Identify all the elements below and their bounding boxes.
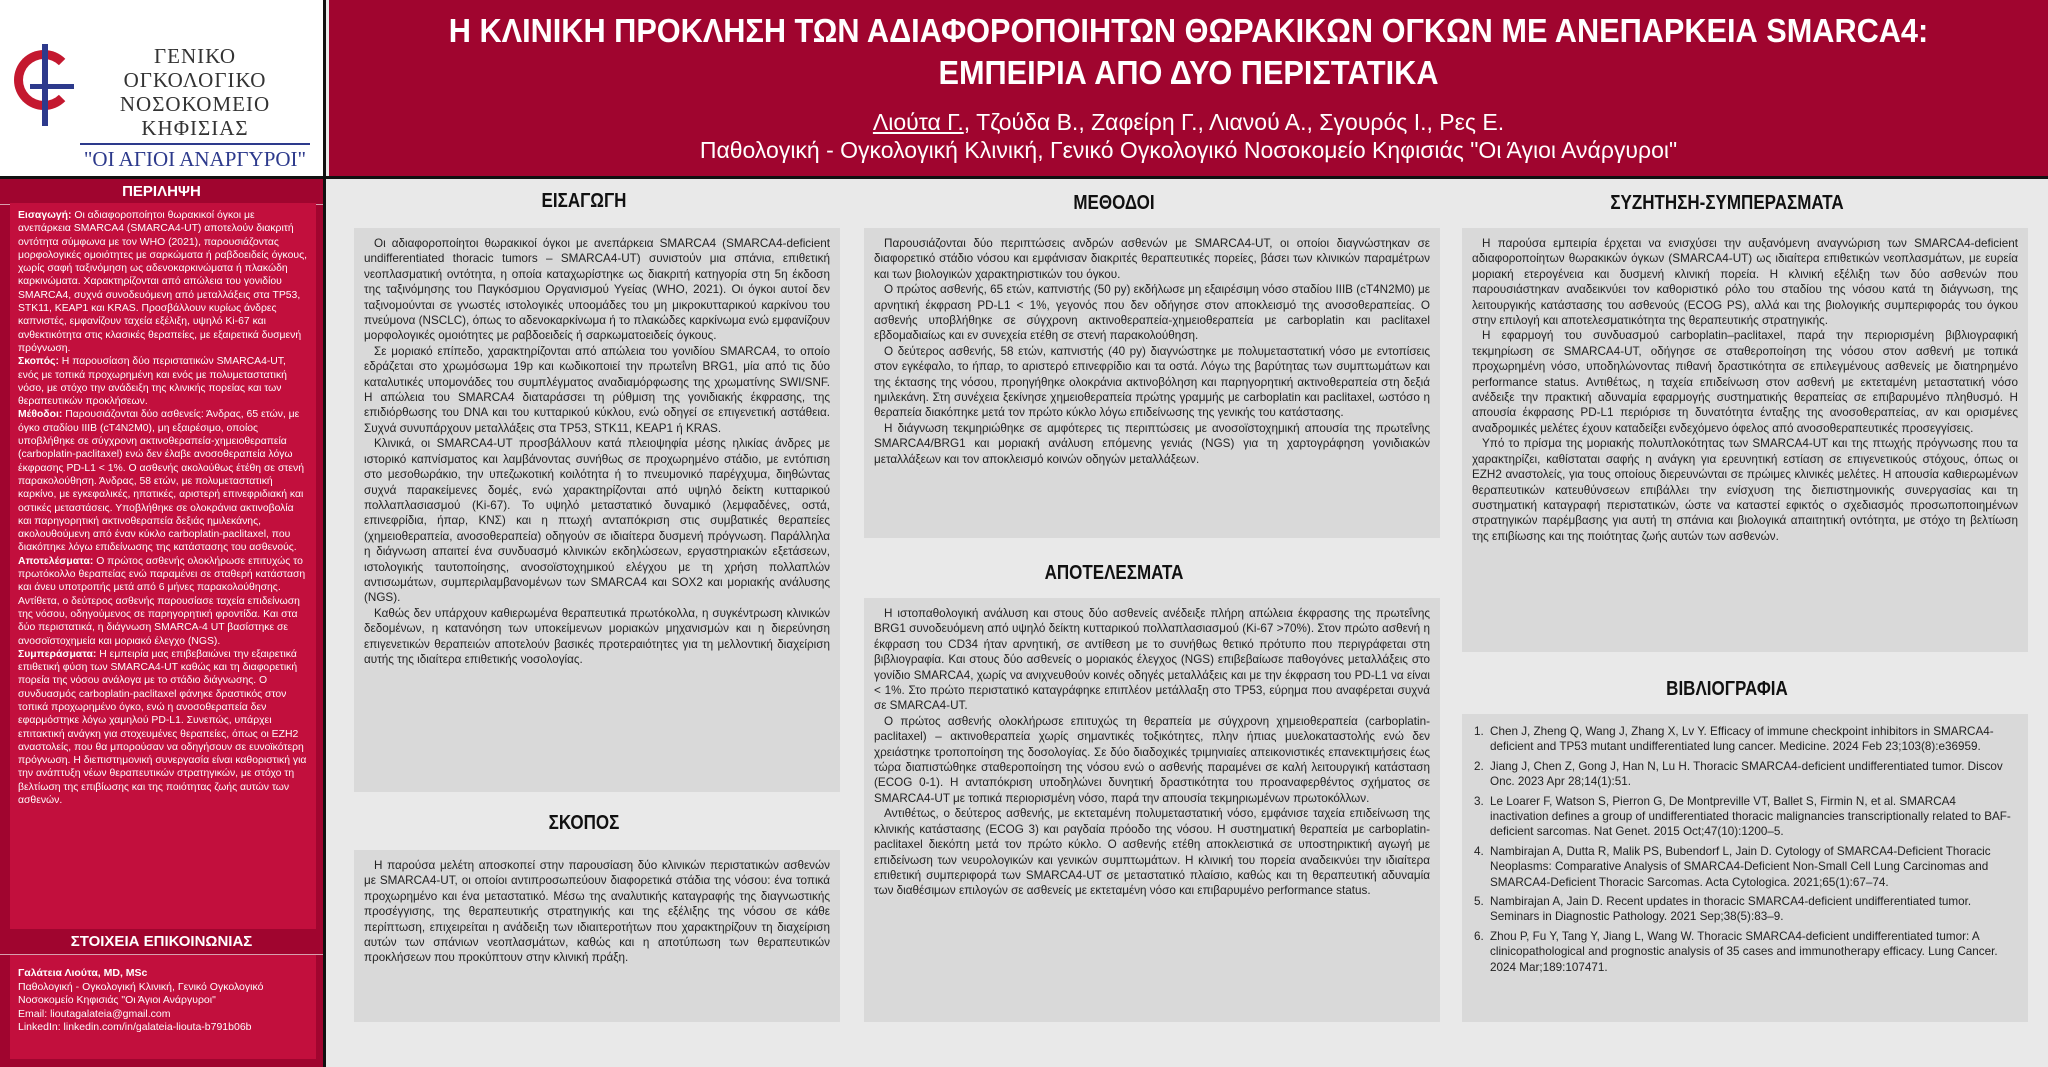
logo-panel bbox=[0, 0, 326, 176]
discussion-paragraph: Η εφαρμογή του συνδυασμού carboplatin–paclitaxel, παρά την περιορισμένη βιβλιογραφική τεκμηρίωση σε SMARCA4-UT, οδήγησε σε σταθεροποίηση της νόσου στον ασθενή με τοπικά προχωρημένη νόσο, υποδηλώνοντας πιθανή δραστικότητα σε επιλεγμένους ασθενείς με διατηρημένο performance status. Αντιθέτως, η ταχεία επιδείνωση στον ασθενή με εκτεταμένη μεταστατική νόσο ανέδειξε την πρακτική αδυναμία εφαρμογής συστηματικής θεραπείας σε επιβαρυμένο πληθυσμό. Η απουσία έκφρασης PD-L1 περιόρισε τη δυνατότητα ένταξης της ανοσοθεραπείας, αν και ορισμένες αναδρομικές μελέτες έχουν καταδείξει ενδεχόμενο όφελος από ανοσοθεραπευτικές προσεγγίσεις. bbox=[1472, 329, 2018, 435]
reference-item bbox=[1474, 759, 2016, 790]
logo-line-3: "ΟΙ ΑΓΙΟΙ ΑΝΑΡΓΥΡΟΙ" bbox=[80, 143, 310, 171]
summary-item bbox=[18, 408, 308, 554]
reference-number: 4. bbox=[1474, 844, 1484, 858]
reference-number: 5. bbox=[1474, 895, 1484, 909]
contact-email[interactable]: Email: lioutagalateia@gmail.com bbox=[18, 1007, 171, 1020]
logo-line-1: ΓΕΝΙΚΟ ΟΓΚΟΛΟΓΙΚΟ bbox=[123, 44, 267, 92]
intro-title: ΕΙΣΑΓΩΓΗ bbox=[541, 190, 627, 212]
sidebar bbox=[0, 179, 326, 1067]
contact-linkedin[interactable]: LinkedIn: linkedin.com/in/galateia-liouta-b791b06b bbox=[18, 1021, 252, 1033]
aim-title: ΣΚΟΠΟΣ bbox=[548, 812, 620, 834]
reference-number: 2. bbox=[1474, 759, 1484, 773]
contact-title: ΣΤΟΙΧΕΙΑ ΕΠΙΚΟΙΝΩΝΙΑΣ bbox=[0, 929, 323, 955]
other-authors: , Τζούδα Β., Ζαφείρη Γ., Λιανού Α., Σγουρός Ι., Ρες Ε. bbox=[963, 109, 1505, 135]
reference-text: Jiang J, Chen Z, Gong J, Han N, Lu H. Thoracic SMARCA4-deficient undifferentiated tumor. Discov Onc. 2023 Apr 28;14(1):51. bbox=[1490, 759, 2003, 789]
summary-box bbox=[10, 203, 316, 929]
reference-text: Zhou P, Fu Y, Tang Y, Jiang L, Wang W. Thoracic SMARCA4-deficient undifferentiated tumor: A clinicopathological and prognostic analysis of 35 cases and immunotherapy efficacy. Lung Cancer. 2024 Mar;189:107471. bbox=[1490, 929, 1998, 974]
contact-name: Γαλάτεια Λιούτα, MD, MSc bbox=[18, 967, 148, 979]
results-box bbox=[864, 598, 1440, 1022]
summary-item bbox=[18, 555, 308, 648]
discussion-paragraph: Η παρούσα εμπειρία έρχεται να ενισχύσει την αυξανόμενη αναγνώριση των SMARCA4-deficient αδιαφοροποίητων θωρακικών όγκων (SMARCA4-UT) ως ιδιαίτερα επιθετικών νεοπλασμάτων, με ευρεία μοριακή ετερογένεια και δυσμενή κλινική πορεία. Η κλινική εξέλιξη των δύο ασθενών που παρουσιάστηκαν αναδεικνύει τον καθοριστικό ρόλο του σταδίου της νόσου κατά τη διάγνωση, της λειτουργικής κατάστασης του ασθενούς (ECOG PS), αλλά και της βιολογικής συμπεριφοράς του όγκου στην επιλογή και αποτελεσματικότητα της θεραπευτικής στρατηγικής. bbox=[1472, 237, 2018, 328]
methods-box bbox=[864, 228, 1440, 538]
methods-paragraph: Παρουσιάζονται δύο περιπτώσεις ανδρών ασθενών με SMARCA4-UT, οι οποίοι διαγνώστηκαν σε διαφορετικό στάδιο νόσου και εμφάνισαν διακριτές θεραπευτικές πορείες, βάσει των κλινικών παραμέτρων και των βιολογικών χαρακτηριστικών του όγκου. bbox=[874, 237, 1430, 281]
authors bbox=[329, 108, 2048, 136]
summary-text: Παρουσιάζονται δύο ασθενείς: Άνδρας, 65 ετών, με όγκο σταδίου ΙΙΙΒ (cT4N2M0), μη εξαιρέσιμο, οποίος υποβλήθηκε σε σύγχρονη ακτινοθεραπεία-χημειοθεραπεία (carboplatin-paclitaxel) ενώ δεν έλαβε ανοσοθεραπεία λόγω έκφρασης PD-L1 < 1%. Ο ασθενής ακολούθως έτέθη σε στενή παρακολούθηση. Άνδρας, 58 ετών, με πολυμεταστατική καρκίνο, με εγκεφαλικές, ηπατικές, αριστερή επινεφριδιακή και οστικές μεταστάσεις. Υποβλήθηκε σε ολοκράνια ακτινοβολία και παρηγορητική ακτινοθεραπεία δεξιάς ημιλεκάνης, ακολουθούμενη από έναν κύκλο carboplatin-paclitaxel, που διακόπηκε λόγω επιδείνωσης της κατάστασης του ασθενούς. bbox=[18, 409, 305, 554]
methods-paragraph: Η διάγνωση τεκμηριώθηκε σε αμφότερες τις περιπτώσεις με ανοσοϊστοχημική απουσία της πρωτεΐνης SMARCA4/BRG1 και μοριακή ανάλυση επόμενης γενιάς (NGS) για τη χαρτογράφηση γονιδιακών μεταλλάξεων και τον αποκλεισμό κοινών οδηγών μεταλλάξεων. bbox=[874, 421, 1430, 466]
contact-box bbox=[10, 955, 316, 1059]
logo-line-2: ΝΟΣΟΚΟΜΕΙΟ ΚΗΦΙΣΙΑΣ bbox=[119, 92, 271, 140]
title-line-2: ΕΜΠΕΙΡΙΑ ΑΠΟ ΔΥΟ ΠΕΡΙΣΤΑΤΙΚΑ bbox=[938, 54, 1439, 91]
hospital-logo bbox=[10, 40, 307, 171]
hospital-logo-icon bbox=[10, 44, 80, 124]
affiliation: Παθολογική - Ογκολογική Κλινική, Γενικό Ογκολογικό Νοσοκομείο Κηφισιάς "Οι Άγιοι Ανάργυροι" bbox=[699, 137, 1678, 163]
summary-item bbox=[18, 648, 308, 808]
results-paragraph: Η ιστοπαθολογική ανάλυση και στους δύο ασθενείς ανέδειξε πλήρη απώλεια έκφρασης της πρωτεΐνης BRG1 συνοδευόμενη από υψηλό δείκτη κυτταρικού πολλαπλασιασμού (Ki-67 >70%). Στον πρώτο ασθενή η έκφραση του CD34 ήταν αρνητική, σε αντίθεση με το συνήθως θετικό πρότυπο που περιγράφεται στη βιβλιογραφία. Και στους δύο ασθενείς ο μοριακός έλεγχος (NGS) επιβεβαίωσε παθογόνες μεταλλάξεις στο γονίδιο SMARCA4, χωρίς να ανιχνευθούν κοινές οδηγές μεταλλάξεις και με την έκφραση του PD-L1 να είναι < 1%. Στο πρώτο περιστατικό καταγράφηκε επιπλέον μετάλλαξη στο TP53, εύρημα που αναφέρεται συχνά σε SMARCA4-UT. bbox=[874, 607, 1430, 713]
references-title: ΒΙΒΛΙΟΓΡΑΦΙΑ bbox=[1666, 678, 1788, 700]
first-author: Λιούτα Γ. bbox=[872, 109, 964, 135]
reference-text: Chen J, Zheng Q, Wang J, Zhang X, Lv Y. Efficacy of immune checkpoint inhibitors in SMARCA4-deficient and TP53 mutant undifferentiated lung cancer. Medicine. 2024 Feb 23;103(8):e36959. bbox=[1490, 725, 1994, 754]
summary-title: ΠΕΡΙΛΗΨΗ bbox=[0, 179, 323, 205]
poster-header bbox=[329, 0, 2048, 176]
intro-paragraph: Καθώς δεν υπάρχουν καθιερωμένα θεραπευτικά πρωτόκολλα, η συγκέντρωση κλινικών δεδομένων, η κατανόηση των υποκείμενων μοριακών μηχανισμών και η διερεύνηση επιγενετικών θεραπειών αποτελούν βασικές προτεραιότητες για τη μελλοντική διαχείριση αυτής της ιδιαίτερα επιθετικής νοσολογίας. bbox=[364, 606, 830, 666]
title-line-1: Η ΚΛΙΝΙΚΗ ΠΡΟΚΛΗΣΗ ΤΩΝ ΑΔΙΑΦΟΡΟΠΟΙΗΤΩΝ ΘΩΡΑΚΙΚΩΝ ΟΓΚΩΝ ΜΕ ΑΝΕΠΑΡΚΕΙΑ SMARCA4: bbox=[448, 12, 1929, 49]
intro-paragraph: Σε μοριακό επίπεδο, χαρακτηρίζονται από απώλεια του γονιδίου SMARCA4, το οποίο εδράζεται στο χρωμόσωμα 19p και κωδικοποιεί την πρωτεΐνη BRG1, μία από τις δύο καταλυτικές υπομονάδες του συμπλέγματος αναδιαμόρφωσης της χρωματίνης SWI/SNF. Η απώλεια του SMARCA4 διαταράσσει τη ρύθμιση της γονιδιακής έκφρασης, της επιδιόρθωσης του DNA και του κυτταρικού κύκλου, ενώ οδηγεί σε επιγενετική αστάθεια. Συχνά συνυπάρχουν μεταλλάξεις στα TP53, STK11, KEAP1 ή KRAS. bbox=[364, 344, 830, 435]
summary-text: Ο πρώτος ασθενής ολοκλήρωσε επιτυχώς το πρωτόκολλο θεραπείας ενώ παραμένει σε σταθερή κατάσταση και άνευ υποτροπής μετά από 6 μήνες παρακολούθησης. Αντίθετα, ο δεύτερος ασθενής παρουσίασε ταχεία επιδείνωση της νόσου, οδηγούμενος σε παρηγορητική φροντίδα. Και στα δύο περιστατικά, η διάγνωση SMARCA-4 UT βασίστηκε σε ανοσοϊστοχημεία και μοριακό έλεγχο (NGS). bbox=[18, 555, 306, 647]
intro-paragraph: Οι αδιαφοροποίητοι θωρακικοί όγκοι με ανεπάρκεια SMARCA4 (SMARCA4-deficient undifferentiated thoracic tumors – SMARCA4-UT) συνιστούν μια σπάνια, επιθετική νεοπλασματική οντότητα, η οποία καταχωρίστηκε ως διακριτή κατηγορία στη 5η έκδοση της ταξινόμησης του Παγκόσμιου Οργανισμού Υγείας (WHO, 2021). Οι όγκοι αυτοί δεν ταξινομούνται σε γνωστές ιστολογικές υποομάδες του μη μικροκυτταρικού καρκίνου του πνεύμονα (NSCLC), όπως το αδενοκαρκίνωμα ή το πλακώδες καρκίνωμα ενώ εμφανίζουν μορφολογικές ομοιότητες με ραβδοειδείς ή σαρκωματοειδείς όγκους. bbox=[364, 237, 830, 343]
intro-box bbox=[354, 228, 840, 792]
reference-number: 6. bbox=[1474, 929, 1484, 943]
reference-item bbox=[1474, 844, 2016, 890]
reference-number: 3. bbox=[1474, 794, 1484, 808]
discussion-paragraph: Υπό το πρίσμα της μοριακής πολυπλοκότητας των SMARCA4-UT και της πτωχής πρόγνωσης που τα χαρακτηρίζει, καθίσταται σαφής η ανάγκη για ερευνητική εστίαση σε επιγενετικούς στόχους, όπως οι EZH2 αναστολείς, για τους οποίους διερευνώνται σε πρώιμες κλινικές μελέτες. Η απουσία καθιερωμένων θεραπευτικών κατευθύνσεων επιβάλλει την ενίσχυση της διεπιστημονικής συνεργασίας και τη συστηματική καταγραφή περιστατικών, ώστε να καταστεί εφικτός ο σχεδιασμός προσωποποιημένων στρατηγικών παρέμβασης για αυτή τη σπάνια και βιολογικά απαιτητική οντότητα, με στόχο τη βελτίωση της επιβίωσης και της ποιότητας ζωής αυτών των ασθενών. bbox=[1472, 437, 2018, 543]
summary-item bbox=[18, 355, 308, 408]
reference-text: Le Loarer F, Watson S, Pierron G, De Montpreville VT, Ballet S, Firmin N, et al. SMARCA4 inactivation defines a group of undifferentiated thoracic malignancies transcriptionally related to BAF-deficient sarcomas. Nat Genet. 2015 Oct;47(10):1200–5. bbox=[1490, 794, 2011, 839]
results-paragraph: Αντιθέτως, ο δεύτερος ασθενής, με εκτεταμένη πολυμεταστατική νόσο, εμφάνισε ταχεία επιδείνωση της κλινικής κατάστασης (ECOG 3) και ραγδαία πρόοδο της νόσου. Η συστηματική θεραπεία με carboplatin-paclitaxel διεκόπη μετά τον πρώτο κύκλο. Ο ασθενής ετέθη αποκλειστικά σε υποστηρικτική αγωγή με επιδείνωση των νευρολογικών και γενικών συμπτωμάτων. Η κλινική του πορεία αναδεικνύει την ιδιαίτερα επιθετική συμπεριφορά των SMARCA4-UT σε μεταστατικό πλαίσιο, καθώς και τη θεραπευτική αδυναμία των διαθέσιμων επιλογών σε ασθενείς με εκτεταμένη νόσο και επιβαρυμένο performance status. bbox=[874, 807, 1430, 898]
aim-paragraph: Η παρούσα μελέτη αποσκοπεί στην παρουσίαση δύο κλινικών περιστατικών ασθενών με SMARCA4-UT, οι οποίοι αντιπροσωπεύουν διαφορετικά στάδια της νόσου: ένα τοπικά προχωρημένο και ένα μεταστατικό. Μέσω της αναλυτικής καταγραφής της διαγνωστικής προσέγγισης, της θεραπευτικής στρατηγικής και της εξέλιξης της νόσου σε κάθε περίπτωση, επιχειρείται η ανάδειξη των ιδιαιτεροτήτων που χαρακτηρίζουν τη διαχείριση αυτών των σπάνιων νεοπλασμάτων, καθώς και η αποτύπωση των θεραπευτικών προκλήσεων που προκύπτουν στην κλινική πράξη. bbox=[364, 859, 830, 965]
discussion-box bbox=[1462, 228, 2028, 652]
intro-paragraph: Κλινικά, οι SMARCA4-UT προσβάλλουν κατά πλειοψηφία μέσης ηλικίας άνδρες με ιστορικό καπνίσματος και λαμβάνοντας συνήθως σε προχωρημένο στάδιο, με εντόπιση στο μεσοθωράκιο, την υπεζωκοτική κοιλότητα ή το πνευμονικό παρέγχυμα, διηθώντας συχνά παρακείμενες δομές, ενώ χαρακτηρίζονται από υψηλό δείκτη κυτταρικού πολλαπλασιασμού (Ki-67). Το υψηλό μεταστατικό δυναμικό (λεμφαδένες, οστά, επινεφρίδια, ήπαρ, ΚΝΣ) και η πτωχή ανταπόκριση στις συμβατικές θεραπείες (χημειοθεραπεία, ανοσοθεραπεία) οδηγούν σε ιδιαίτερα δυσμενή πρόγνωση. Παράλληλα η διάγνωση απαιτεί ένα συνδυασμό κλινικών εκδηλώσεων, εργαστηριακών εξετάσεων, ιστολογικής ταυτοποίησης, ανοσοϊστοχημικού ελέγχου με τη χρήση πολλαπλών αντισωμάτων, συμπεριλαμβανομένων των SMARCA4 και SOX2 και μοριακής ανάλυσης (NGS). bbox=[364, 437, 830, 605]
summary-text: Η παρουσίαση δύο περιστατικών SMARCA4-UT, ενός με τοπικά προχωρημένη και ενός με πολυμεταστατική νόσο, με στόχο την ανάδειξη της κλινικής πορείας και των θεραπευτικών προκλήσεων. bbox=[18, 356, 287, 408]
methods-paragraph: Ο δεύτερος ασθενής, 58 ετών, καπνιστής (40 py) διαγνώστηκε με πολυμεταστατική νόσο με εντοπίσεις στον εγκέφαλο, το ήπαρ, το αριστερό επινεφρίδιο και τα οστά. Λόγω της βαρύτητας των συμπτωμάτων και της έκτασης της νόσου, προηγήθηκε ολοκράνια ακτινοβόληση και παρηγορητική ακτινοθεραπεία στη δεξιά ημιλεκάνη. Στη συνέχεια ξεκίνησε χημειοθεραπεία πρώτης γραμμής με carboplatin και paclitaxel, ωστόσο η θεραπεία διακόπηκε μετά τον πρώτο κύκλο λόγω επιδείνωσης της γενικής του κατάστασης. bbox=[874, 344, 1430, 420]
summary-label: Σκοπός: bbox=[18, 356, 59, 368]
methods-paragraph: Ο πρώτος ασθενής, 65 ετών, καπνιστής (50 py) εκδήλωσε μη εξαιρέσιμη νόσο σταδίου ΙΙΙΒ (cT4N2M0) με αρνητική έκφραση PD-L1 < 1%, γεγονός που δεν οδήγησε στον αποκλεισμό της ανοσοθεραπείας. Ο ασθενής υποβλήθηκε σε σύγχρονη ακτινοθεραπεία-χημειοθεραπεία με carboplatin και paclitaxel εβδομαδιαίως και εν συνεχεία ετέθη σε στενή παρακολούθηση. bbox=[874, 283, 1430, 343]
summary-label: Εισαγωγή: bbox=[18, 210, 72, 221]
reference-text: Nambirajan A, Jain D. Recent updates in thoracic SMARCA4-deficient undifferentiated tumor. Seminars in Diagnostic Pathology. 2021 Sep;38(5):83–9. bbox=[1490, 895, 1972, 924]
results-title: ΑΠΟΤΕΛΕΣΜΑΤΑ bbox=[1044, 562, 1184, 584]
discussion-title: ΣΥΖΗΤΗΣΗ-ΣΥΜΠΕΡΑΣΜΑΤΑ bbox=[1610, 192, 1844, 214]
reference-item bbox=[1474, 894, 2016, 925]
aim-box bbox=[354, 850, 840, 1022]
references-box bbox=[1462, 714, 2028, 1022]
results-paragraph: Ο πρώτος ασθενής ολοκλήρωσε επιτυχώς τη θεραπεία με σύγχρονη χημειοθεραπεία (carboplatin-paclitaxel) – ακτινοθεραπεία χωρίς σημαντικές τοξικότητες, πλην ήπιας μυελοκαταστολής ενώ δεν χρειάστηκε τροποποίηση της δοσολογίας. Σε δύο διαδοχικές τριμηνιαίες απεικονιστικές επανεκτιμήσεις έως τώρα διαπιστώθηκε σταθεροποίηση της νόσου ενώ ο ασθενής παραμένει σε καλή λειτουργική κατάσταση (ECOG 0-1). Η ανταπόκριση υποδηλώνει δυνητική δραστικότητα του προαναφερθέντος σχήματος σε SMARCA4-UT με τοπικά περιορισμένη νόσο, παρά την απουσία τεκμηριωμένων πρωτοκόλλων. bbox=[874, 714, 1430, 805]
summary-label: Μέθοδοι: bbox=[18, 409, 63, 421]
summary-text: Η εμπειρία μας επιβεβαιώνει την εξαιρετικά επιθετική φύση των SMARCA4-UT καθώς και τη διαφορετική πορεία της νόσου ανάλογα με το στάδιο διάγνωσης. Ο συνδυασμός carboplatin-paclitaxel φάνηκε δραστικός στον τοπικά προχωρημένο όγκο, ενώ η ανοσοθεραπεία δεν εφαρμόστηκε λόγω χαμηλού PD-L1. Συνεπώς, υπάρχει επιτακτική ανάγκη για στοχευμένες θεραπείες, όπως οι EZH2 αναστολείς, που θα μπορούσαν να οδηγήσουν σε ευνοϊκότερη πρόγνωση. Η διεπιστημονική συνεργασία είναι καθοριστική για την ανάπτυξη νέων θεραπευτικών στρατηγικών, με στόχο τη βελτίωση της επιβίωσης και της ποιότητας ζωής αυτών των ασθενών. bbox=[18, 648, 307, 807]
reference-item bbox=[1474, 724, 2016, 755]
summary-item bbox=[18, 209, 308, 355]
summary-label: Αποτελέσματα: bbox=[18, 555, 94, 567]
reference-number: 1. bbox=[1474, 725, 1484, 738]
poster-title bbox=[389, 0, 1988, 94]
reference-item bbox=[1474, 794, 2016, 840]
reference-item bbox=[1474, 929, 2016, 975]
contact-affiliation: Παθολογική - Ογκολογική Κλινική, Γενικό Ογκολογικό Νοσοκομείο Κηφισιάς "Οι Άγιοι Ανάργυροι" bbox=[18, 980, 264, 1006]
reference-text: Nambirajan A, Dutta R, Malik PS, Bubendorf L, Jain D. Cytology of SMARCA4-Deficient Thoracic Neoplasms: Comparative Analysis of SMARCA4-Deficient Non-Small Cell Lung Carcinomas and SMARCA4-Deficient Thoracic Sarcomas. Acta Cytologica. 2021;65(1):67–74. bbox=[1490, 844, 1991, 889]
methods-title: ΜΕΘΟΔΟΙ bbox=[1073, 192, 1155, 214]
references-list bbox=[1474, 724, 2016, 975]
summary-label: Συμπεράσματα: bbox=[18, 648, 97, 660]
summary-text: Οι αδιαφοροποίητοι θωρακικοί όγκοι με ανεπάρκεια SMARCA4 (SMARCA4-UT) αποτελούν διακριτή οντότητα σύμφωνα με τον WHO (2021), παρουσιάζοντας μορφολογικές ομοιότητες με σαρκώματα ή ραβδοειδείς όγκους, χωρίς σαφή ταξινόμηση ως αδενοκαρκινώματα ή πλακώδη καρκινώματα. Χαρακτηρίζονται από απώλεια του γονιδίου SMARCA4, συχνά συνοδευόμενη από μεταλλάξεις στα TP53, STK11, KEAP1 και KRAS. Προσβάλλουν κυρίως άνδρες καπνιστές, εμφανίζουν ταχεία εξέλιξη, υψηλό Ki-67 και ανθεκτικότητα στις κλασικές θεραπείες, με εξαιρετικά δυσμενή πρόγνωση. bbox=[18, 210, 307, 354]
